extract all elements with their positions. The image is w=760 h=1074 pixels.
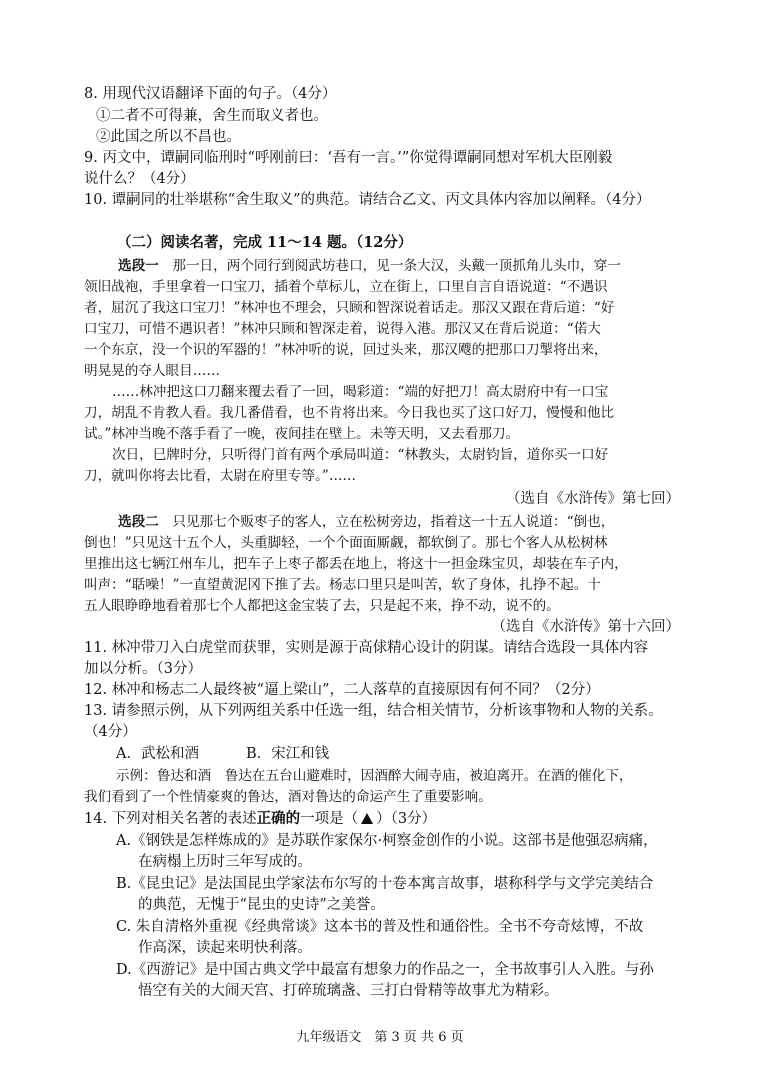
question-11-line-2: 加以分析。（3分） bbox=[84, 661, 202, 677]
excerpt-1-line-5: 一个东京，没一个识的军器的！”林冲听的说，回过头来，那汉飕的把那口刀掣将出来， bbox=[84, 342, 608, 358]
excerpt-2-line-4: 叫声：“聒噪！”一直望黄泥冈下推了去。杨志口里只是叫苦，软了身体，扎挣不起。十 bbox=[84, 577, 601, 593]
question-9-line-2: 说什么？（4分） bbox=[84, 171, 195, 187]
excerpt-1-line-4: 口宝刀，可惜不遇识者！”林冲只顾和智深走着，说得入港。那汉又在背后说道：“偌大 bbox=[84, 321, 601, 337]
question-12: 12. 林冲和杨志二人最终被“逼上梁山”，二人落草的直接原因有何不同？（2分） bbox=[84, 682, 600, 698]
excerpt-1-line-8: 刀，胡乱不肯教人看。我几番借看，也不肯将出来。今日我也买了这口好刀，慢慢和他比 bbox=[84, 405, 615, 421]
triangle-icon bbox=[361, 813, 373, 824]
question-13-example-line-1: 示例：鲁达和酒 鲁达在五台山避难时，因酒醉大闹寺庙，被迫离开。在酒的催化下， bbox=[116, 768, 633, 784]
option-a-line-2: 在病榻上历时三年写成的。 bbox=[138, 854, 312, 870]
excerpt-1-line-2: 领旧战袍，手里拿着一口宝刀，插着个草标儿，立在街上，口里自言自语说道：“不遇识 bbox=[84, 279, 608, 295]
option-a-line-1: A.《钢铁是怎样炼成的》是苏联作家保尔·柯察金创作的小说。这部书是他强忍病痛， bbox=[116, 833, 658, 849]
question-8-sentence-1: ①二者不可得兼，舍生而取义者也。 bbox=[96, 108, 328, 124]
excerpt-1-line-7: ……林冲把这口刀翻来覆去看了一回，喝彩道：“端的好把刀！高太尉府中有一口宝 bbox=[112, 384, 609, 400]
question-14-text: 14. 下列对相关名著的表述 bbox=[84, 811, 257, 827]
excerpt-2-line-5: 五人眼睁睁地看着那七个人都把这金宝装了去，只是起不来，挣不动，说不的。 bbox=[84, 598, 560, 614]
section-2-heading: （二）阅读名著，完成 11～14 题。（12分） bbox=[117, 234, 413, 251]
excerpt-2-source: （选自《水浒传》第十六回） bbox=[491, 619, 680, 635]
page-footer: 九年级语文 第 3 页 共 6 页 bbox=[296, 1030, 464, 1045]
question-13-line-1: 13. 请参照示例，从下列两组关系中任选一组，结合相关情节，分析该事物和人物的关系。 bbox=[84, 703, 663, 719]
excerpt-1-line-1 bbox=[118, 256, 621, 276]
question-8-sentence-2: ②此国之所以不昌也。 bbox=[96, 129, 241, 145]
excerpt-1-line-11: 刀，就叫你将去比看，太尉在府里专等。”…… bbox=[84, 468, 357, 484]
option-c-line-1: C. 朱自清格外重视《经典常谈》这本书的普及性和通俗性。全书不夸奇炫博，不故 bbox=[116, 919, 644, 935]
question-14 bbox=[84, 809, 436, 829]
excerpt-1-line-3: 者，屈沉了我这口宝刀！”林冲也不理会，只顾和智深说着话走。那汉又跟在背后道：“好 bbox=[84, 300, 615, 316]
question-9-line-1: 9. 丙文中，谭嗣同临刑时“呼刚前曰：‘吾有一言。’”你觉得谭嗣同想对军机大臣刚毅 bbox=[84, 150, 613, 166]
question-14-blank-open: 一项是（ bbox=[300, 811, 359, 827]
question-10: 10. 谭嗣同的壮举堪称“舍生取义”的典范。请结合乙文、丙文具体内容加以阐释。（4分） bbox=[84, 192, 651, 208]
option-b-line-1: B.《昆虫记》是法国昆虫学家法布尔写的十卷本寓言故事，堪称科学与文学完美结合 bbox=[116, 876, 654, 892]
option-b-line-2: 的典范，无愧于“昆虫的史诗”之美誉。 bbox=[138, 897, 385, 913]
option-c-line-2: 作高深，读起来明快利落。 bbox=[138, 940, 312, 956]
excerpt-2-text: 只见那七个贩枣子的客人，立在松树旁边，指着这一十五人说道：“倒也， bbox=[172, 514, 615, 530]
excerpt-1-source: （选自《水浒传》第七回） bbox=[506, 491, 680, 507]
question-13-option-b: B．宋江和钱 bbox=[246, 746, 330, 762]
question-8: 8. 用现代汉语翻译下面的句子。（4分） bbox=[84, 86, 337, 102]
question-13-option-a: A．武松和酒 bbox=[116, 746, 199, 762]
excerpt-1-line-6: 明晃晃的夺人眼目…… bbox=[84, 363, 220, 379]
question-13-line-2: （4分） bbox=[84, 724, 137, 740]
option-d-line-2: 悟空有关的大闹天宫、打碎琉璃盏、三打白骨精等故事尤为精彩。 bbox=[138, 983, 559, 999]
excerpt-2-line-3: 里推出这七辆江州车儿，把车子上枣子都丢在地上，将这十一担金珠宝贝，却装在车子内， bbox=[84, 556, 628, 572]
excerpt-1-line-10: 次日，巳牌时分，只听得门首有两个承局叫道：“林教头，太尉钧旨，道你买一口好 bbox=[112, 447, 609, 463]
excerpt-1-label: 选段一 bbox=[118, 258, 159, 274]
question-13-example-line-2: 我们看到了一个性情豪爽的鲁达，酒对鲁达的命运产生了重要影响。 bbox=[84, 789, 492, 805]
excerpt-2-line-1 bbox=[118, 512, 614, 532]
question-14-blank-close: ）（3分） bbox=[376, 811, 437, 827]
excerpt-1-line-9: 试。”林冲当晚不落手看了一晚，夜间挂在壁上。未等天明，又去看那刀。 bbox=[84, 426, 520, 442]
excerpt-2-label: 选段二 bbox=[118, 514, 159, 530]
option-d-line-1: D.《西游记》是中国古典文学中最富有想象力的作品之一，全书故事引人入胜。与孙 bbox=[116, 962, 654, 978]
question-11-line-1: 11. 林冲带刀入白虎堂而获罪，实则是源于高俅精心设计的阴谋。请结合选段一具体内容 bbox=[84, 640, 649, 656]
excerpt-2-line-2: 倒也！”只见这十五个人，头重脚轻，一个个面面厮觑，都软倒了。那七个客人从松树林 bbox=[84, 535, 608, 551]
excerpt-1-text: 那一日，两个同行到阅武坊巷口，见一条大汉，头戴一顶抓角儿头巾，穿一 bbox=[172, 258, 621, 274]
question-14-emphasis: 正确的 bbox=[256, 810, 301, 827]
